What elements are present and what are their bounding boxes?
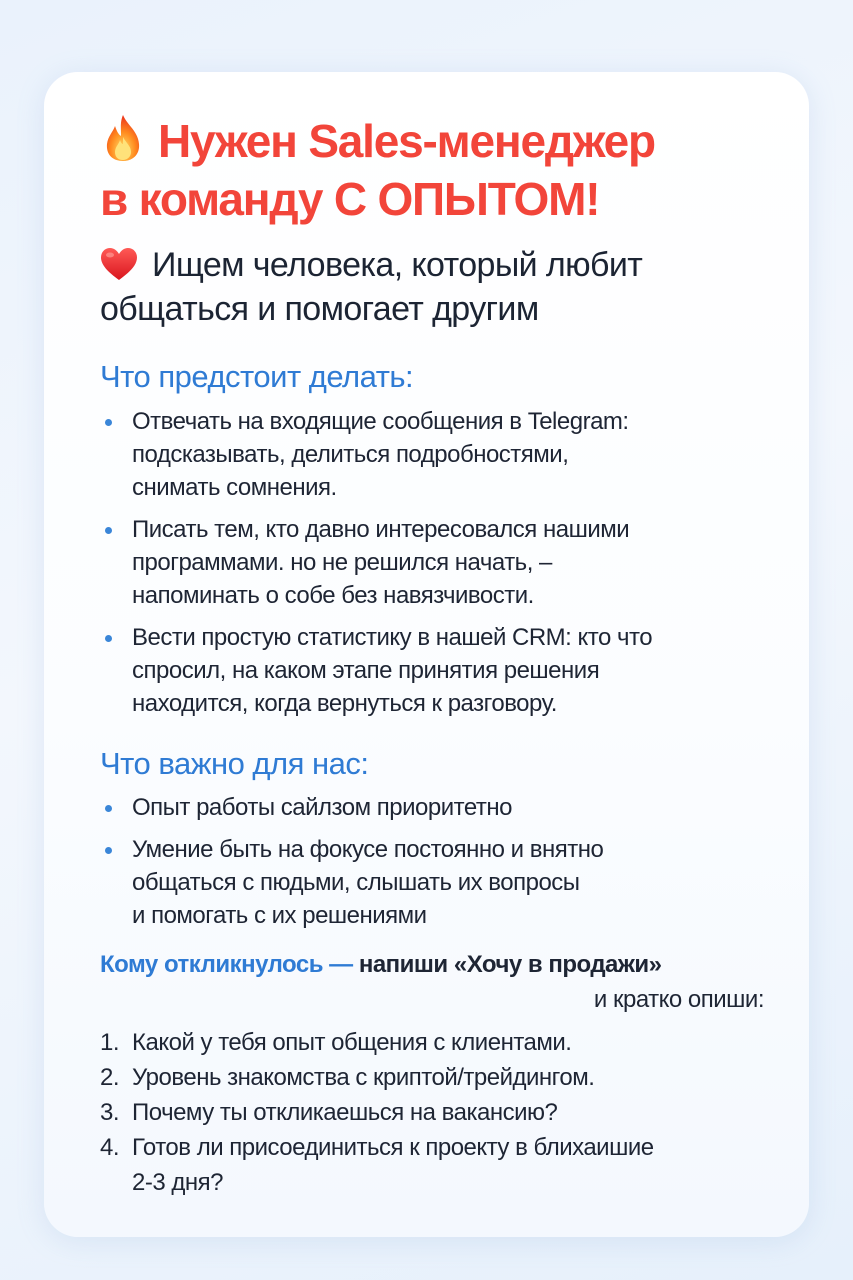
respond-brief: и кратко опиши: bbox=[593, 986, 764, 1013]
subtitle-line-1 bbox=[100, 243, 800, 287]
subtitle-text-line-1: Ищем человека, который любит bbox=[152, 246, 643, 284]
list-item bbox=[100, 405, 790, 504]
list-item-line: и помогать с их решениями bbox=[132, 902, 427, 929]
list-item-line: подсказывать, делиться подробностями, bbox=[132, 441, 569, 468]
list-item bbox=[100, 513, 790, 612]
vacancy-title bbox=[100, 112, 800, 228]
list-item-line: Писать тем, кто давно интересовался нашими bbox=[132, 516, 630, 543]
item-number: 2. bbox=[100, 1064, 120, 1091]
title-line-1 bbox=[100, 112, 800, 170]
numbered-item bbox=[100, 1130, 790, 1200]
fire-icon bbox=[100, 113, 146, 163]
item-number: 4. bbox=[100, 1134, 120, 1161]
respond-action: напиши «Хочу в продажи» bbox=[358, 951, 662, 978]
list-item bbox=[100, 621, 790, 720]
bullet-dot bbox=[105, 635, 112, 642]
bullet-dot bbox=[105, 847, 112, 854]
duties-heading: Что предстоит делать: bbox=[100, 359, 414, 394]
item-number: 3. bbox=[100, 1099, 120, 1126]
list-item-line: спросил, на каком этапе принятия решения bbox=[132, 657, 600, 684]
numbered-item bbox=[100, 1060, 790, 1095]
list-item bbox=[100, 833, 790, 932]
bullet-dot bbox=[105, 805, 112, 812]
numbered-item-line: Уровень знакомства с криптой/трейдингом. bbox=[132, 1064, 595, 1091]
list-item-line: общаться с пюдьми, слышать их вопросы bbox=[132, 869, 580, 896]
numbered-item bbox=[100, 1095, 790, 1130]
list-item-line: Опыт работы сайлзом приоритетно bbox=[132, 794, 512, 821]
bullet-dot bbox=[105, 419, 112, 426]
questions-list bbox=[100, 1025, 790, 1200]
numbered-item-line: Готов ли присоединиться к проекту в блихаишие bbox=[132, 1134, 654, 1161]
title-text-line-2: в команду С ОПЫТОМ! bbox=[100, 173, 600, 225]
duties-list bbox=[100, 405, 790, 720]
numbered-item-line: Почему ты откликаешься на вакансию? bbox=[132, 1099, 558, 1126]
title-text-line-1: Нужен Sales-менеджер bbox=[158, 115, 655, 167]
list-item-line: напоминать о собе без навязчивости. bbox=[132, 582, 534, 609]
subtitle-text-line-2: общаться и помогает другим bbox=[100, 290, 539, 328]
numbered-item-line: 2-3 дня? bbox=[132, 1169, 223, 1196]
list-item-line: находится, когда вернуться к разговору. bbox=[132, 690, 557, 717]
requirements-list bbox=[100, 791, 790, 932]
respond-call-to-action bbox=[100, 948, 770, 1016]
heart-icon bbox=[100, 247, 138, 281]
numbered-item bbox=[100, 1025, 790, 1060]
list-item bbox=[100, 791, 790, 824]
list-item-line: Отвечать на входящие сообщения в Telegram: bbox=[132, 408, 629, 435]
list-item-line: снимать сомнения. bbox=[132, 474, 337, 501]
requirements-heading: Что важно для нас: bbox=[100, 746, 369, 781]
item-number: 1. bbox=[100, 1029, 120, 1056]
respond-lead: Кому откликнулось — bbox=[100, 951, 353, 978]
numbered-item-line: Какой у тебя опыт общения с клиентами. bbox=[132, 1029, 572, 1056]
vacancy-subtitle bbox=[100, 243, 800, 331]
list-item-line: программами. но не решился начать, – bbox=[132, 549, 552, 576]
respond-line bbox=[100, 948, 770, 981]
list-item-line: Умение быть на фокусе постоянно и внятно bbox=[132, 836, 604, 863]
bullet-dot bbox=[105, 527, 112, 534]
list-item-line: Вести простую статистику в нашей CRM: кто что bbox=[132, 624, 653, 651]
